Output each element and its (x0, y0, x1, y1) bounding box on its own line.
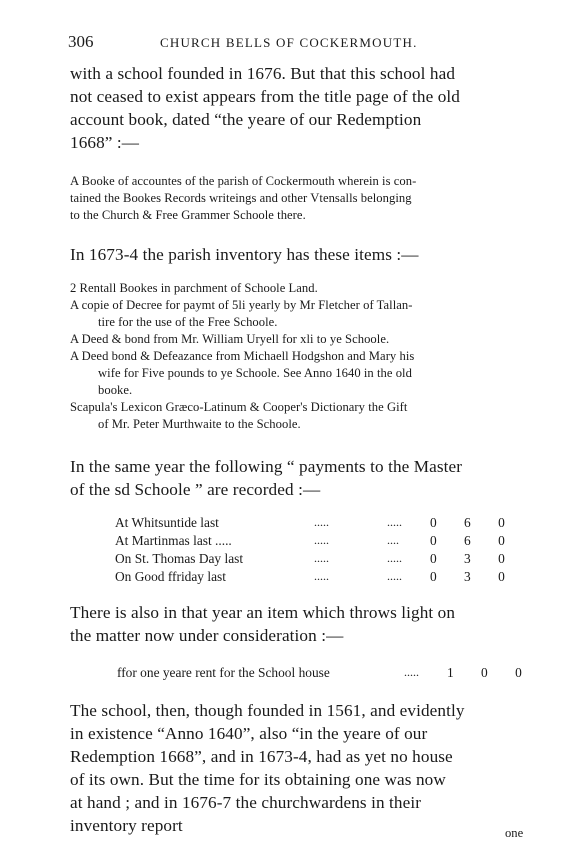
paragraph-line: In the same year the following “ payments to the Master (70, 457, 463, 476)
inventory-item-continued: of Mr. Peter Murthwaite to the Schoole. (98, 417, 301, 431)
leader-dots: ..... (387, 515, 402, 529)
paragraph-line: in existence “Anno 1640”, also “in the yeare of our (70, 724, 428, 743)
quote-line: tained the Bookes Records writeings and other Vtensalls belonging (70, 191, 412, 205)
paragraph-line: 1668” :— (70, 133, 140, 152)
catchword: one (505, 826, 524, 840)
leader-dots: ..... (314, 533, 329, 547)
leader-dots: ..... (314, 569, 329, 583)
inventory-item: A Deed & bond from Mr. William Uryell for xli to ye Schoole. (70, 332, 390, 346)
paragraph-line: not ceased to exist appears from the title page of the old (70, 87, 461, 106)
payment-label: On St. Thomas Day last (115, 551, 244, 566)
paragraph-line: In 1673-4 the parish inventory has these items :— (70, 245, 419, 264)
paragraph-line: There is also in that year an item which throws light on (70, 603, 456, 622)
paragraph-line: account book, dated “the yeare of our Redemption (70, 110, 422, 129)
rent-label: ffor one yeare rent for the School house (117, 665, 330, 680)
inventory-item-continued: wife for Five pounds to ye Schoole. See Anno 1640 in the old (98, 366, 412, 380)
leader-dots: ..... (314, 551, 329, 565)
running-title: CHURCH BELLS OF COCKERMOUTH. (160, 35, 418, 50)
leader-dots: .... (387, 533, 399, 547)
inventory-item: A copie of Decree for paymt of 5li yearly by Mr Fletcher of Tallan- (70, 298, 413, 312)
leader-dots: ..... (404, 665, 419, 679)
payment-amount: 0 3 0 (430, 569, 517, 584)
paragraph-line: the matter now under consideration :— (70, 626, 344, 645)
leader-dots: ..... (314, 515, 329, 529)
paragraph-line: at hand ; and in 1676-7 the churchwardens in their (70, 793, 422, 812)
leader-dots: ..... (387, 551, 402, 565)
page-number: 306 (68, 32, 94, 51)
paragraph-line: inventory report (70, 816, 183, 835)
inventory-item-continued: tire for the use of the Free Schoole. (98, 315, 278, 329)
paragraph-line: The school, then, though founded in 1561, and evidently (70, 701, 465, 720)
inventory-item: 2 Rentall Bookes in parchment of Schoole Land. (70, 281, 318, 295)
leader-dots: ..... (387, 569, 402, 583)
quote-line: to the Church & Free Grammer Schoole there. (70, 208, 306, 222)
inventory-item-continued: booke. (98, 383, 133, 397)
payment-amount: 0 6 0 (430, 515, 517, 530)
payment-label: At Martinmas last ..... (115, 533, 232, 548)
inventory-item: Scapula's Lexicon Græco-Latinum & Cooper's Dictionary the Gift (70, 400, 408, 414)
payment-label: At Whitsuntide last (115, 515, 219, 530)
paragraph-line: of its own. But the time for its obtaining one was now (70, 770, 446, 789)
payment-label: On Good ffriday last (115, 569, 226, 584)
paragraph-line: Redemption 1668”, and in 1673-4, had as yet no house (70, 747, 453, 766)
payment-amount: 0 3 0 (430, 551, 517, 566)
payment-amount: 0 6 0 (430, 533, 517, 548)
inventory-item: A Deed bond & Defeazance from Michaell Hodgshon and Mary his (70, 349, 415, 363)
paragraph-line: of the sd Schoole ” are recorded :— (70, 480, 321, 499)
rent-amount: 1 0 0 (447, 665, 534, 680)
paragraph-line: with a school founded in 1676. But that this school had (70, 64, 456, 83)
quote-line: A Booke of accountes of the parish of Cockermouth wherein is con- (70, 174, 417, 188)
